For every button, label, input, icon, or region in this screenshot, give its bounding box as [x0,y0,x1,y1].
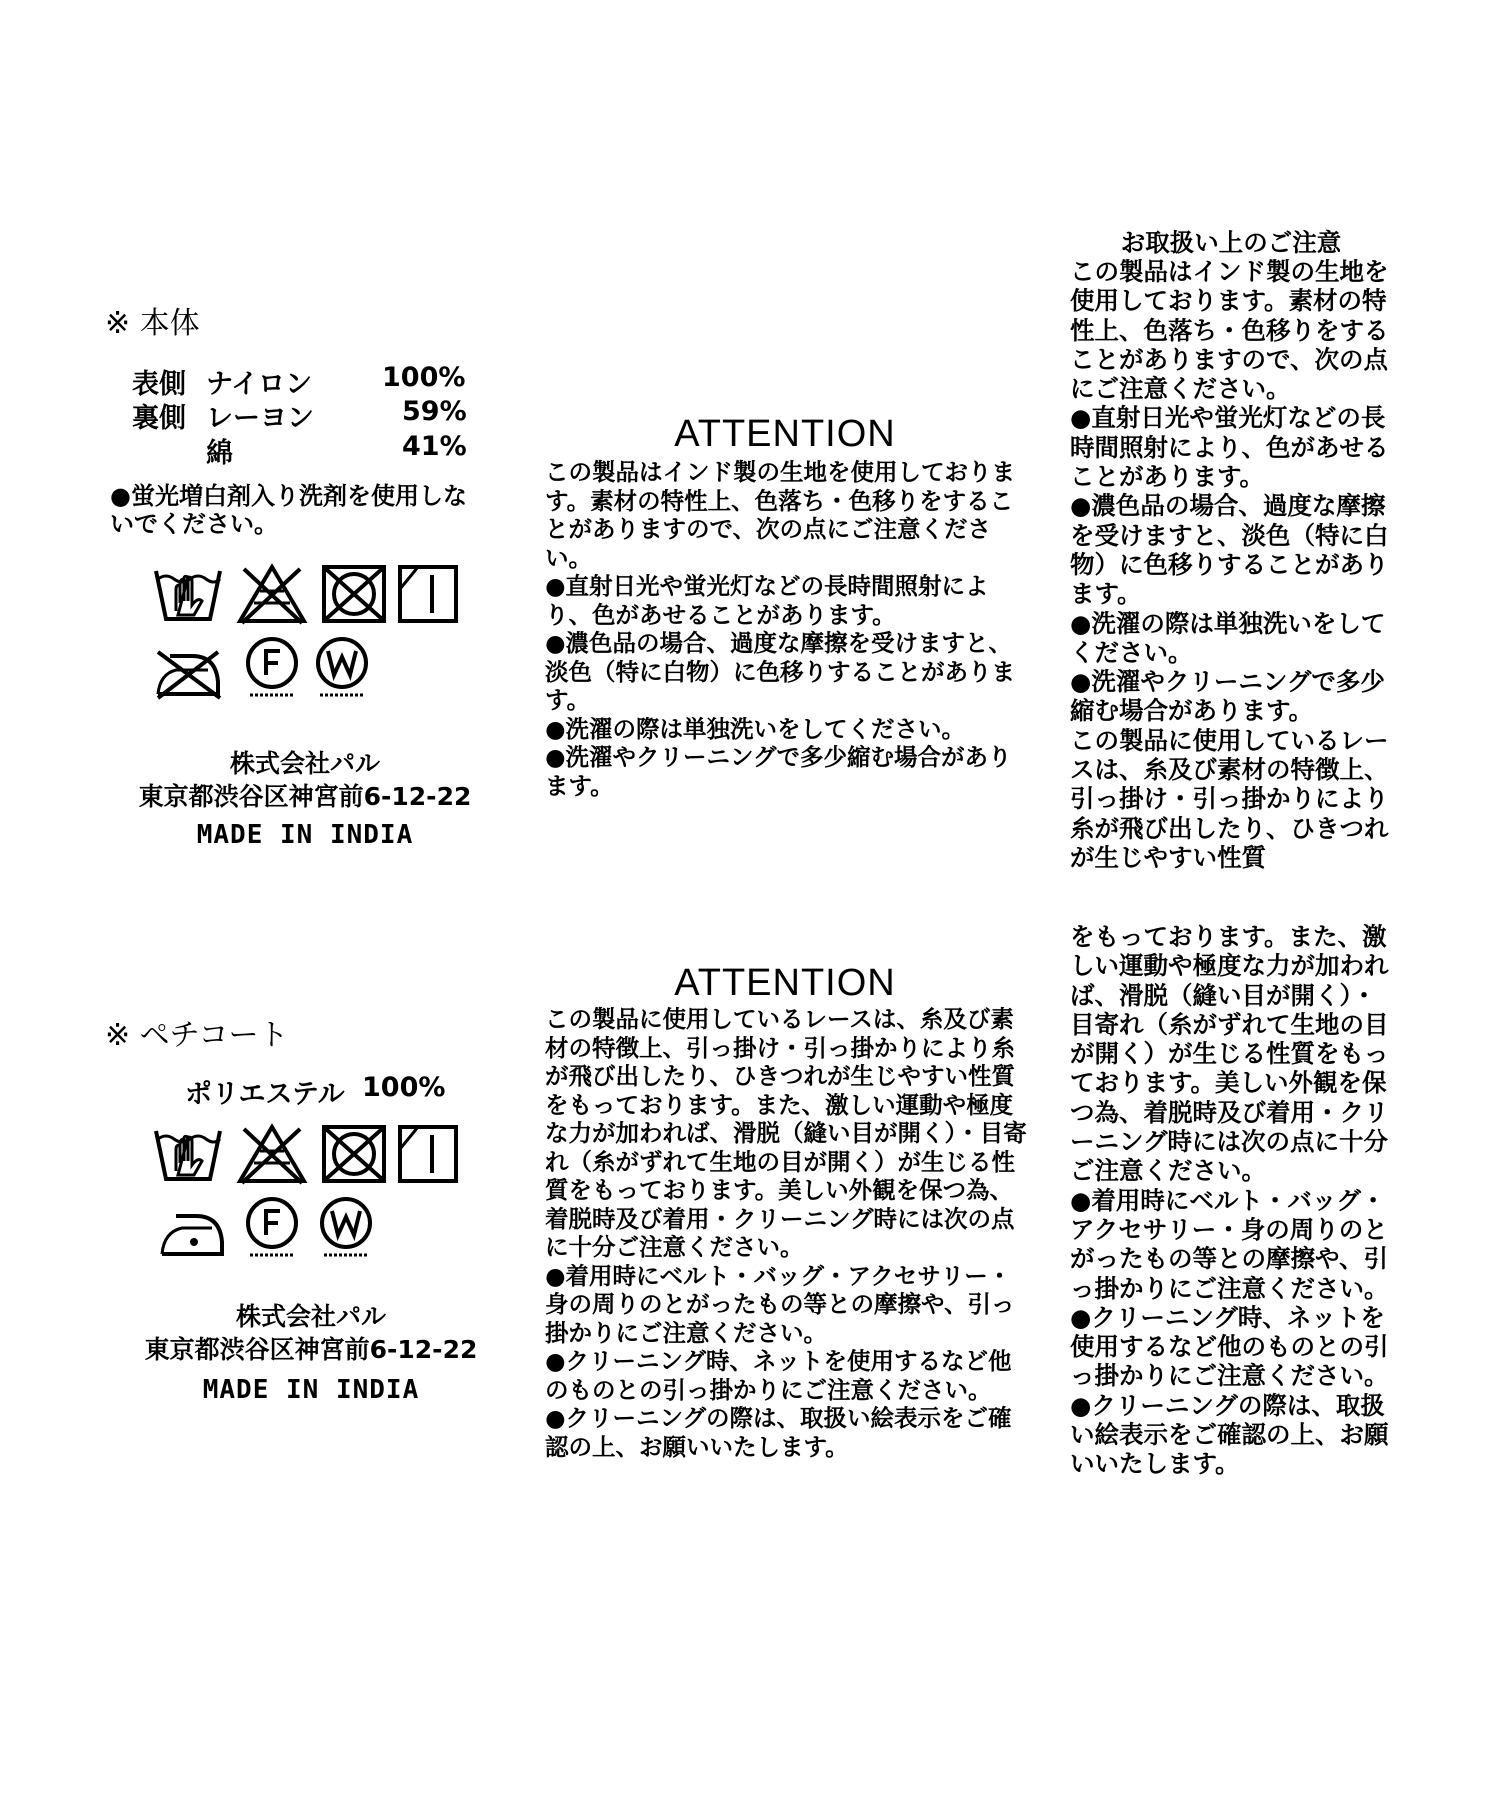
fiber-part-outer: 表側 [132,369,186,400]
petticoat-label-origin: MADE IN INDIA [202,1375,420,1405]
wet-clean-w-icon [310,1195,382,1257]
attention-2-text: この製品に使用しているレースは、糸及び素材の特徴上、引っ掛け・引っ掛かりにより糸が飛び出したり、ひきつれが生じやすい性質をもっております。また、激しい運動や極度な力が加われば、滑脱（縫い目が開く）・目寄れ（糸がずれて生地の目が開く）が生じる性質をもっております。美しい外観を保つ為、着脱時及び着用・クリーニング時には次の点に十分ご注意ください。 ●着用時にベルト・バッグ・アクセサリー・身の周りのとがったもの等との摩擦や、引っ掛かりにご注意ください。 ●クリーニング時、ネットを使用するなど他のものとの引っ掛かりにご注意ください。 ●クリーニングの際は、取扱い絵表示をご確認の上、お願いいたします。 [545,1005,1027,1461]
no-bleach-icon [236,563,308,625]
fiber-percent-petticoat: 100% [362,1072,446,1103]
body-label-heading: ※ 本体 [105,306,200,341]
body-label-origin: MADE IN INDIA [196,820,414,850]
drip-dry-shade-icon [392,563,464,625]
fiber-material-cotton: 綿 [206,438,233,469]
no-tumble-dry-icon [318,1123,390,1185]
company-name: 株式会社パル [235,1302,386,1331]
body-label-company [120,747,490,813]
fiber-material-outer: ナイロン [206,369,313,400]
fiber-percent-lining: 59% [402,396,467,427]
fiber-percent-outer: 100% [382,362,466,393]
fiber-material-petticoat: ポリエステル [185,1079,345,1110]
care-notice-title: お取扱い上のご注意 [1120,228,1342,257]
attention-1-title: ATTENTION [674,413,896,455]
attention-2-title: ATTENTION [674,962,896,1004]
fiber-material-lining: レーヨン [206,403,314,434]
care-notice-text-bottom: をもっております。また、激しい運動や極度な力が加われば、滑脱（縫い目が開く）・目寄れ（糸がずれて生地の目が開く）が生じる性質をもっております。美しい外観を保つ為、着脱時及び着用・クリーニング時には次の点に十分ご注意ください。 ●着用時にベルト・バッグ・アクセサリー・身の周りのとがったもの等との摩擦や、引っ掛かりにご注意ください。 ●クリーニング時、ネットを使用するなど他のものとの引っ掛かりにご注意ください。 ●クリーニングの際は、取扱い絵表示をご確認の上、お願いいたします。 [1070,922,1389,1479]
wet-clean-w-icon [306,635,378,697]
care-notice-text-top: この製品はインド製の生地を使用しております。素材の特性上、色落ち・色移りをすることがありますので、次の点にご注意ください。 ●直射日光や蛍光灯などの長時間照射により、色があせることがあります。 ●濃色品の場合、過度な摩擦を受けますと、淡色（特に白物）に色移りすることがあります。 ●洗濯の際は単独洗いをしてください。 ●洗濯やクリーニングで多少縮む場合があります。 この製品に使用しているレースは、糸及び素材の特徴上、引っ掛け・引っ掛かりにより糸が飛び出したり、ひきつれが生じやすい性質 [1070,257,1389,872]
petticoat-label-heading: ※ ペチコート [105,1018,289,1053]
attention-1-text: この製品はインド製の生地を使用しております。素材の特性上、色落ち・色移りをすることがありますので、次の点にご注意ください。 ●直射日光や蛍光灯などの長時間照射により、色があせることがあります。 ●濃色品の場合、過度な摩擦を受けますと、淡色（特に白物）に色移りすることがあります。 ●洗濯の際は単独洗いをしてください。 ●洗濯やクリーニングで多少縮む場合があります。 [545,458,1015,800]
company-name: 株式会社パル [229,749,380,778]
dry-clean-f-icon [236,635,308,697]
drip-dry-shade-icon [392,1123,464,1185]
petticoat-label-company [126,1300,496,1366]
fiber-percent-cotton: 41% [402,431,467,462]
dry-clean-f-icon [236,1195,308,1257]
company-address: 東京都渋谷区神宮前6-12-22 [138,782,472,811]
hand-wash-icon [152,563,224,625]
company-address: 東京都渋谷区神宮前6-12-22 [144,1335,478,1364]
body-label-note: ●蛍光増白剤入り洗剤を使用しないでください。 [110,482,467,538]
fiber-part-lining: 裏側 [132,403,186,434]
iron-low-icon [156,1200,228,1262]
no-iron-icon [152,640,224,702]
no-bleach-icon [236,1123,308,1185]
no-tumble-dry-icon [318,563,390,625]
hand-wash-icon [152,1123,224,1185]
